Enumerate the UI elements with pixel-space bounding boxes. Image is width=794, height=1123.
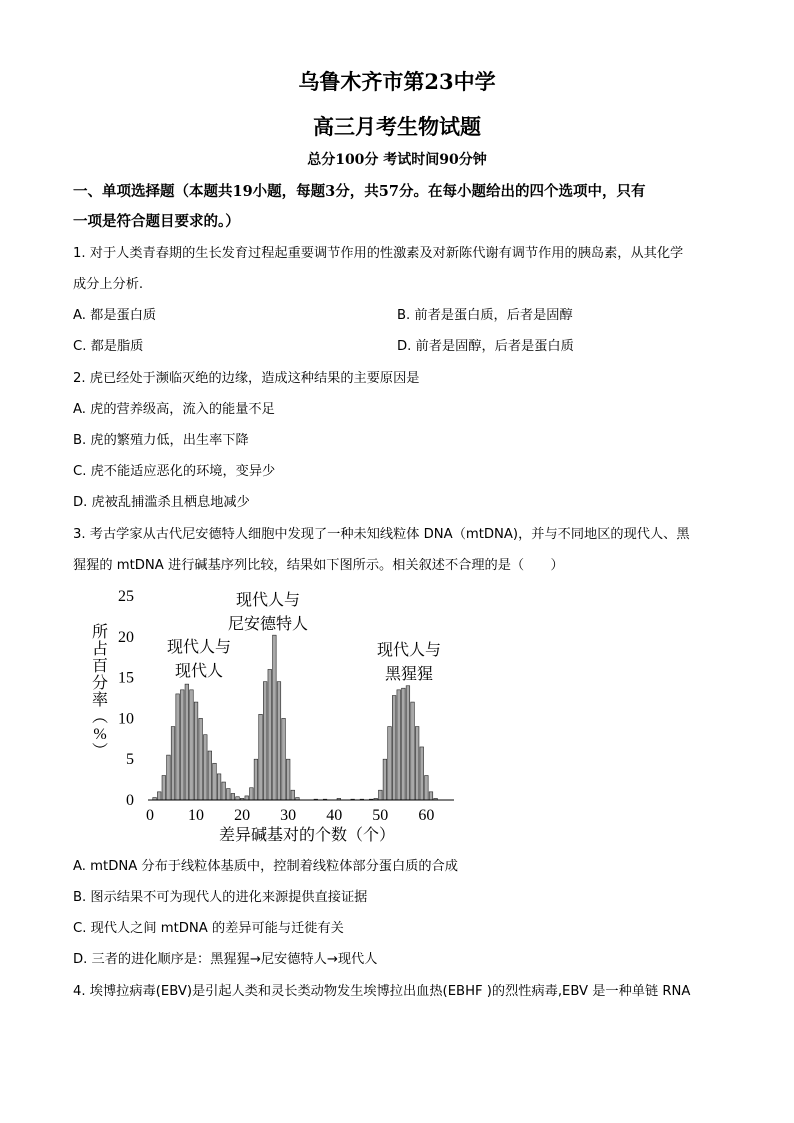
q2-stem: 2. 虎已经处于濒临灭绝的边缘，造成这种结果的主要原因是 [73, 371, 420, 386]
histogram-bar-0-15 [217, 774, 221, 800]
histogram-bar-0-9 [190, 690, 194, 800]
svg-text:占: 占 [91, 641, 109, 658]
annotation-1-line-1: 尼安德特人 [227, 616, 309, 633]
histogram-bar-1-22 [250, 788, 254, 800]
x-tick-label: 0 [146, 807, 154, 824]
histogram-bar-0-13 [208, 751, 212, 800]
q1-stem-line1: 1. 对于人类青春期的生长发育过程起重要调节作用的性激素及对新陈代谢有调节作用的胰岛素，从其化学 [73, 246, 684, 261]
annotation-2-line-1: 黑猩猩 [384, 666, 434, 683]
x-tick-label: 40 [326, 807, 343, 824]
histogram-bar-0-17 [227, 789, 231, 800]
x-tick-label: 10 [188, 807, 205, 824]
histogram-bar-1-23 [254, 759, 258, 800]
histogram-bar-3-55 [402, 688, 406, 800]
q2-option-b: B. 虎的繁殖力低，出生率下降 [73, 433, 249, 448]
svg-text:%: % [93, 726, 107, 743]
histogram-bar-1-25 [263, 682, 267, 800]
histogram-bars [153, 635, 438, 800]
histogram-bar-0-12 [203, 735, 207, 800]
svg-text:百: 百 [91, 658, 109, 675]
svg-text:率: 率 [91, 692, 109, 709]
q1-option-b: B. 前者是蛋白质，后者是固醇 [397, 308, 573, 323]
section-heading-line1: 一、单项选择题（本题共19小题，每题3分，共57分。在每小题给出的四个选项中，只有 [73, 183, 646, 200]
annotation-2-line-0: 现代人与 [376, 642, 442, 659]
mtdna-histogram-chart [88, 585, 468, 847]
histogram-bar-1-30 [286, 759, 290, 800]
q1-option-c: C. 都是脂质 [73, 339, 144, 354]
histogram-bar-0-10 [194, 702, 198, 800]
q2-option-a: A. 虎的营养级高，流入的能量不足 [73, 402, 275, 417]
q4-stem-line1: 4. 埃博拉病毒(EBV)是引起人类和灵长类动物发生埃博拉出血热(EBHF )的烈性病毒,EBV 是一种单链 RNA [73, 984, 691, 999]
histogram-bar-1-27 [273, 635, 277, 800]
y-axis-label [90, 623, 108, 758]
histogram-bar-3-53 [392, 696, 396, 800]
q3-option-d: D. 三者的进化顺序是：黑猩猩→尼安德特人→现代人 [73, 952, 378, 967]
histogram-bar-1-26 [268, 669, 272, 800]
svg-text:所: 所 [91, 624, 109, 641]
y-tick-label: 0 [126, 792, 134, 809]
histogram-bar-3-52 [388, 727, 392, 800]
exam-info: 总分100分 考试时间90分钟 [307, 152, 487, 168]
section-heading-line2: 一项是符合题目要求的。） [73, 213, 240, 230]
q3-option-c: C. 现代人之间 mtDNA 的差异可能与迁徙有关 [73, 921, 344, 936]
histogram-bar-3-57 [411, 702, 415, 800]
y-tick-label: 15 [118, 669, 134, 687]
x-tick-label: 30 [280, 807, 297, 824]
q1-option-a: A. 都是蛋白质 [73, 308, 157, 323]
histogram-bar-3-50 [379, 790, 383, 800]
q1-stem-line2: 成分上分析. [73, 277, 144, 292]
y-tick-label: 25 [118, 588, 134, 605]
q2-option-c: C. 虎不能适应恶化的环境，变异少 [73, 464, 276, 479]
histogram-bar-1-29 [282, 718, 286, 800]
x-tick-label: 60 [418, 807, 435, 824]
histogram-bar-0-6 [176, 694, 180, 800]
y-tick-label: 20 [118, 628, 134, 646]
annotation-0-line-1: 现代人 [174, 663, 224, 680]
histogram-bar-0-16 [222, 782, 226, 800]
histogram-bar-1-24 [259, 714, 263, 800]
histogram-bar-0-8 [185, 684, 189, 800]
histogram-bar-0-3 [162, 776, 166, 800]
histogram-bar-3-60 [425, 776, 429, 800]
histogram-bar-0-11 [199, 718, 203, 800]
histogram-bar-1-21 [245, 796, 249, 800]
x-tick-label: 50 [372, 807, 389, 824]
histogram-bar-0-4 [167, 755, 171, 800]
histogram-bar-3-58 [415, 727, 419, 800]
histogram-bar-1-31 [291, 790, 295, 800]
q3-option-a: A. mtDNA 分布于线粒体基质中，控制着线粒体部分蛋白质的合成 [73, 859, 458, 874]
histogram-bar-0-7 [180, 690, 184, 800]
y-tick-label: 5 [126, 751, 134, 769]
svg-text:（: （ [90, 707, 107, 725]
svg-text:）: ） [90, 741, 107, 759]
histogram-bar-3-56 [406, 686, 410, 800]
histogram-bar-3-51 [383, 759, 387, 800]
histogram-bar-3-61 [429, 792, 433, 800]
histogram-bar-0-5 [171, 727, 175, 800]
q3-stem-line1: 3. 考古学家从古代尼安德特人细胞中发现了一种未知线粒体 DNA（mtDNA)，并与不同地区的现代人、黑 [73, 527, 690, 542]
histogram-bar-0-2 [157, 792, 161, 800]
y-tick-label: 10 [118, 710, 134, 728]
histogram-bar-3-54 [397, 690, 401, 800]
exam-title: 高三月考生物试题 [313, 114, 481, 139]
histogram-bar-3-59 [420, 747, 424, 800]
annotation-0-line-0: 现代人与 [166, 639, 232, 656]
histogram-bar-1-28 [277, 682, 281, 800]
q3-stem-line2: 猩猩的 mtDNA 进行碱基序列比较，结果如下图所示。相关叙述不合理的是（ ） [73, 558, 564, 573]
q2-option-d: D. 虎被乱捕滥杀且栖息地减少 [73, 495, 250, 510]
histogram-bar-0-14 [213, 763, 217, 800]
x-tick-label: 20 [234, 807, 251, 824]
x-axis-label: 差异碱基对的个数（个） [218, 827, 396, 844]
histogram-bar-0-18 [231, 793, 235, 800]
annotation-1-line-0: 现代人与 [235, 592, 301, 609]
q1-option-d: D. 前者是固醇，后者是蛋白质 [397, 339, 574, 354]
svg-text:分: 分 [91, 675, 109, 692]
school-title: 乌鲁木齐市第23中学 [298, 69, 496, 94]
q3-option-b: B. 图示结果不可为现代人的进化来源提供直接证据 [73, 890, 368, 905]
